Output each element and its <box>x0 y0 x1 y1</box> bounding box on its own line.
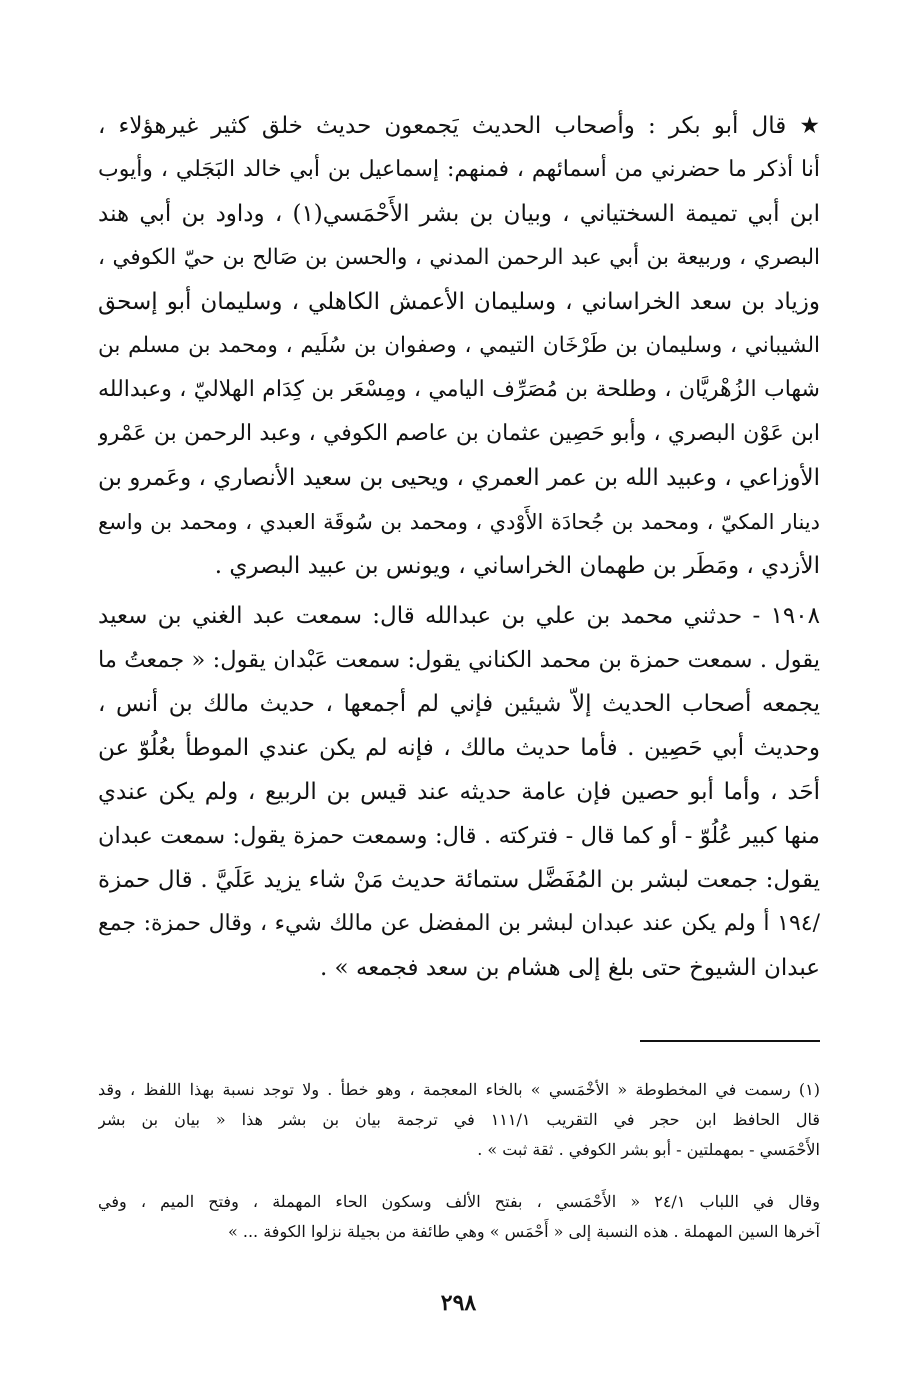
text-line: /١٩٤ أ ولم يكن عند عبدان لبشر بن المفضل عن مالك شيء ، وقال حمزة: جمع <box>98 911 820 936</box>
text-line: عبدان الشيوخ حتى بلغ إلى هشام بن سعد فجمعه » . <box>319 955 820 981</box>
footnote-line: الأَحْمَسي - بمهملتين - أبو بشر الكوفي . ثقة ثبت » . <box>477 1140 820 1159</box>
text-line: يقول: جمعت لبشر بن المُفَضَّل ستمائة حديث مَنْ شاء يزيد عَلَيَّ . قال حمزة <box>98 867 820 893</box>
text-line: شهاب الزُهْريَّان ، وطلحة بن مُصَرِّف اليامي ، ومِسْعَر بن كِدَام الهلاليّ ، وعبدالله <box>98 377 820 402</box>
text-line: أنا أذكر ما حضرني من أسمائهم ، فمنهم: إسماعيل بن أبي خالد البَجَلي ، وأيوب <box>98 157 820 182</box>
footnote-line: (١) رسمت في المخطوطة « الأخْمَسي » بالخاء المعجمة ، وهو خطأ . ولا توجد نسبة بهذا اللفظ ، وقد <box>98 1080 820 1099</box>
footnote-line: آخرها السين المهملة . هذه النسبة إلى « أَحْمَس » وهي طائفة من بجيلة نزلوا الكوفة ... » <box>228 1222 820 1241</box>
text-line: ابن أبي تميمة السختياني ، وبيان بن بشر الأَحْمَسي(١) ، وداود بن أبي هند <box>98 201 820 227</box>
text-line: الأوزاعي ، وعبيد الله بن عمر العمري ، ويحيى بن سعيد الأنصاري ، وعَمرو بن <box>98 465 820 491</box>
text-line: يجمعه أصحاب الحديث إلاّ شيئين فإني لم أجمعها ، حديث مالك بن أنس ، <box>98 691 820 717</box>
text-line: دينار المكيّ ، ومحمد بن جُحادَة الأَوْدي ، ومحمد بن سُوقَة العبدي ، ومحمد بن واسع <box>98 510 820 534</box>
text-line: الأزدي ، ومَطَر بن طهمان الخراساني ، ويونس بن عبيد البصري . <box>214 553 820 579</box>
text-line: البصري ، وربيعة بن أبي عبد الرحمن المدني ، والحسن بن صَالح بن حيّ الكوفي ، <box>98 245 820 270</box>
text-line: ابن عَوْن البصري ، وأبو حَصِين عثمان بن عاصم الكوفي ، وعبد الرحمن بن عَمْرو <box>98 421 820 446</box>
footnote-line: قال الحافظ ابن حجر في التقريب ١١١/١ في ترجمة بيان بن بشر هذا « بيان بن بشر <box>98 1110 820 1129</box>
text-line: وزياد بن سعد الخراساني ، وسليمان الأعمش الكاهلي ، وسليمان أبو إسحق <box>98 289 820 315</box>
text-line: ١٩٠٨ - حدثني محمد بن علي بن عبدالله قال: سمعت عبد الغني بن سعيد <box>98 603 820 629</box>
text-line: أحَد ، وأما أبو حصين فإن عامة حديثه عند قيس بن الربيع ، ولم يكن عندي <box>98 779 820 805</box>
text-line: منها كبير عُلُوّ - أو كما قال - فتركته . قال: وسمعت حمزة يقول: سمعت عبدان <box>98 823 820 849</box>
text-line: الشيباني ، وسليمان بن طَرْخَان التيمي ، وصفوان بن سُلَيم ، ومحمد بن مسلم بن <box>98 333 820 358</box>
text-line: وحديث أبي حَصِين . فأما حديث مالك ، فإنه لم يكن عندي الموطأ بعُلُوّ عن <box>98 735 820 761</box>
text-line: يقول . سمعت حمزة بن محمد الكناني يقول: سمعت عَبْدان يقول: « جمعتُ ما <box>98 647 820 673</box>
text-line: ★ قال أبو بكر : وأصحاب الحديث يَجمعون حديث خلق كثير غيرهؤلاء ، <box>98 113 820 139</box>
page-number: ٢٩٨ <box>440 1290 477 1316</box>
footnote-line: وقال في اللباب ٢٤/١ « الأَحْمَسي ، بفتح الألف وسكون الحاء المهملة ، وفتح الميم ، وفي <box>98 1192 820 1211</box>
footnote-separator <box>640 1040 820 1042</box>
